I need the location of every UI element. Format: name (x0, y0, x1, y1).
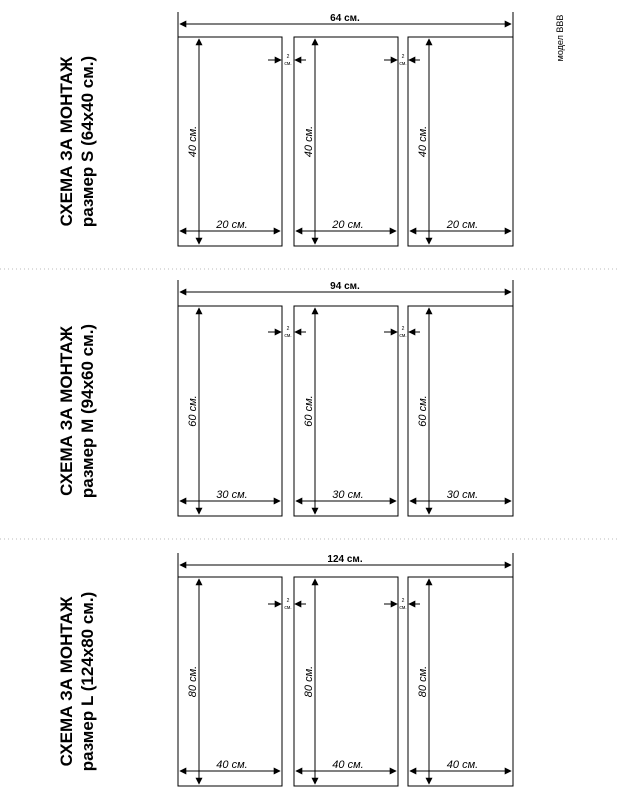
scheme-title-line: СХЕМА ЗА МОНТАЖ (57, 56, 76, 227)
panel-width-label: 40 см. (332, 759, 364, 771)
panel-width-label: 20 см. (216, 219, 248, 231)
panel-width-label: 40 см. (446, 759, 479, 771)
scheme-title (57, 592, 97, 772)
gap-unit-label: см. (399, 61, 407, 67)
panel-width-label: 30 см. (216, 489, 248, 501)
panel-height-label: 80 см. (303, 665, 315, 698)
gap-unit-label: см. (284, 333, 292, 339)
panel-width-label: 20 см. (332, 219, 364, 231)
scheme-size-line: размер S (64x40 см.) (78, 55, 97, 228)
gap-unit-label: см. (399, 333, 407, 339)
total-width-label: 94 см. (330, 281, 360, 292)
panel-height-label: 60 см. (187, 395, 199, 427)
gap-label: 2 (401, 326, 405, 332)
panel-height-label: 60 см. (303, 395, 315, 427)
panel-height-label: 40 см. (303, 125, 315, 158)
panel-height-label: 40 см. (417, 125, 429, 158)
scheme-title (57, 324, 97, 498)
scheme-title (57, 56, 97, 227)
gap-label: 2 (401, 54, 405, 60)
scheme-size-line: размер L (124x80 см.) (78, 591, 97, 772)
gap-unit-label: см. (399, 605, 407, 611)
scheme-title-line: СХЕМА ЗА МОНТАЖ (57, 326, 76, 496)
gap-label: 2 (286, 326, 290, 332)
panel-height-label: 60 см. (417, 395, 429, 427)
panel-width-label: 30 см. (446, 489, 479, 501)
gap-label: 2 (401, 598, 405, 604)
gap-label: 2 (286, 598, 290, 604)
gap-label: 2 (286, 54, 290, 60)
panel-height-label: 80 см. (187, 665, 199, 698)
panel-width-label: 30 см. (332, 489, 364, 501)
model-label: модел BBB (555, 14, 565, 62)
panel-height-label: 40 см. (187, 125, 199, 158)
panel-height-label: 80 см. (417, 665, 429, 698)
panel-width-label: 40 см. (216, 759, 248, 771)
scheme-title-line: СХЕМА ЗА МОНТАЖ (57, 596, 76, 767)
scheme-size-line: размер М (94x60 см.) (78, 323, 97, 499)
gap-unit-label: см. (284, 61, 292, 67)
panel-width-label: 20 см. (446, 219, 479, 231)
total-width-label: 124 см. (327, 554, 363, 565)
gap-unit-label: см. (284, 605, 292, 611)
total-width-label: 64 см. (330, 13, 360, 24)
